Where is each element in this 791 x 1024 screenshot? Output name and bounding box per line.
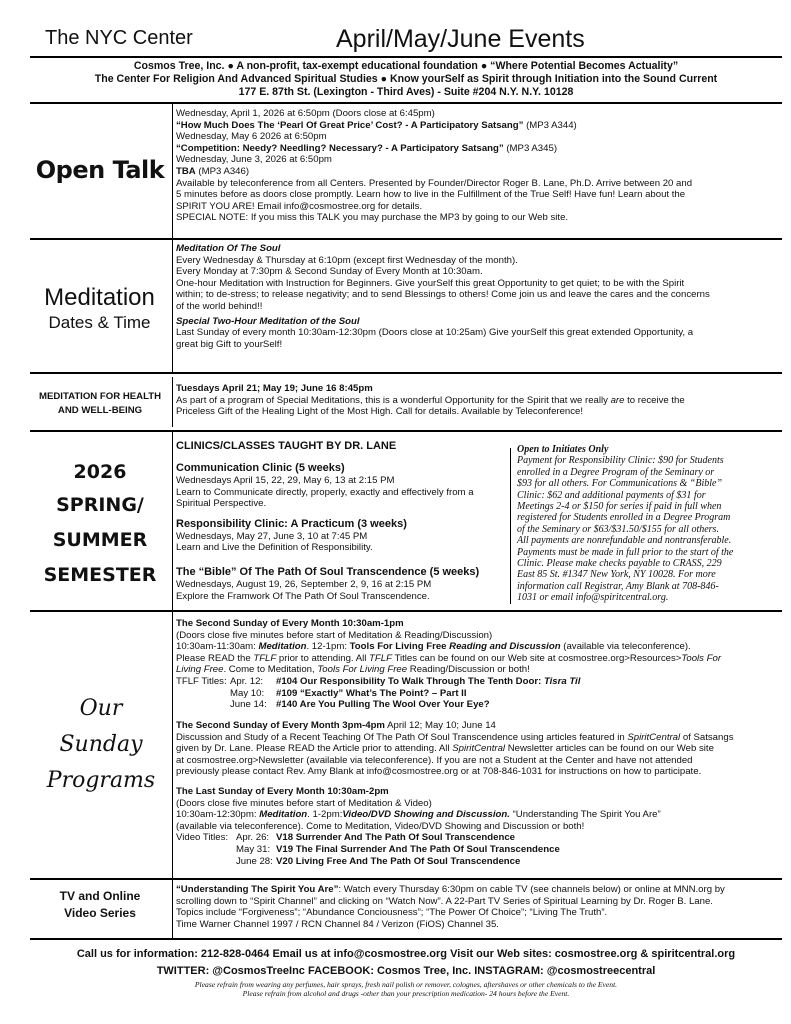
health-text: As part of a program of Special Meditations, this is a wonderful Opportunity for the Spirit that we really — [176, 394, 611, 406]
open-talk-talk-1 — [176, 120, 776, 132]
tv-line: Time Warner Channel 1997 / RCN Channel 84 / Verizon (FiOS) Channel 35. — [176, 918, 499, 930]
tflf-date: Apr. 12: — [230, 675, 264, 687]
program-c-line: (available via teleconference). Come to Meditation, Video/DVD Showing and Discussion or both! — [176, 820, 585, 832]
semester-spring: SPRING/ — [56, 494, 144, 516]
program-c-line — [176, 809, 776, 821]
clinic-2-dates: Wednesdays, May 27, June 3, 10 at 7:45 PM — [176, 530, 368, 542]
tflf-title: #109 “Exactly” What’s The Point? – Part II — [276, 687, 467, 699]
open-talk-body — [176, 108, 776, 224]
sunday-title-3: Programs — [46, 768, 156, 793]
t: Meditation — [259, 809, 308, 821]
disclaimer-2: Please refrain from alcohol and drugs -other than your prescription medication- 24 hours before the Event. — [242, 989, 570, 998]
program-c-line: (Doors close five minutes before start of Meditation & Video) — [176, 797, 432, 809]
sunday-title-1: Our — [79, 696, 123, 721]
program-a-line — [176, 653, 776, 665]
tagline-2: The Center For Religion And Advanced Spiritual Studies ● Know yourSelf as Spirit through Initiation into the Sound Current — [94, 73, 718, 85]
video-date: May 31: — [236, 843, 271, 855]
tflf-title-row — [176, 676, 776, 688]
meditation-line: Every Monday at 7:30pm & Second Sunday of Every Month at 10:30am. — [176, 266, 483, 278]
notes-line: $93 for all others. For Communications & “Bible” — [517, 478, 723, 490]
t: Tools For — [681, 652, 722, 664]
center-title: The NYC Center — [45, 27, 193, 49]
program-a-heading: The Second Sunday of Every Month 10:30am-1pm — [176, 618, 404, 629]
sunday-program-c — [176, 786, 776, 867]
open-talk-talk-2 — [176, 143, 776, 155]
meditation-body — [176, 243, 776, 350]
notes-line: East 85 St. #1347 New York, NY 10028. For more — [517, 569, 716, 581]
t: “Understanding The Spirit You Are” — [509, 809, 661, 821]
notes-line: registered for Students enrolled in a Degree Program — [517, 512, 731, 524]
open-talk-talk-3 — [176, 166, 776, 178]
t: . 12-1pm: — [306, 641, 350, 653]
tv-line: Topics include “Forgiveness”; “Abundance Conciousness”; “The Power Of Choice”; “Living The Truth”. — [176, 907, 608, 919]
notes-line: enrolled in a Degree Program of the Seminary or — [517, 466, 715, 478]
tflf-title: #104 Our Responsibility To Walk Through The Tenth Door: — [276, 675, 544, 687]
video-title: V18 Surrender And The Path Of Soul Transcendence — [276, 832, 516, 844]
t: prior to attending. All — [276, 652, 370, 664]
section-divider — [30, 102, 782, 104]
tflf-title: Tisra Til — [543, 675, 581, 687]
video-title: V20 Living Free And The Path Of Soul Transcendence — [276, 855, 521, 867]
clinic-2-title: Responsibility Clinic: A Practicum (3 weeks) — [176, 517, 407, 530]
clinics-heading: CLINICS/CLASSES TAUGHT BY DR. LANE — [176, 440, 397, 452]
t: Newsletter articles can be found on our Web site — [505, 743, 714, 755]
tflf-date: June 14: — [230, 699, 267, 711]
tv-body — [176, 884, 776, 930]
video-date: Apr. 26: — [236, 832, 270, 844]
header-divider — [30, 56, 782, 58]
open-talk-date-2: Wednesday, May 6 2026 at 6:50pm — [176, 131, 327, 143]
tflf-title: #140 Are You Pulling The Wool Over Your Eye? — [276, 699, 490, 711]
clinic-1-title: Communication Clinic (5 weeks) — [176, 462, 345, 474]
t: SpiritCentral — [452, 743, 506, 755]
program-a-line — [176, 664, 776, 676]
social-line: TWITTER: @CosmosTreeInc FACEBOOK: Cosmos Tree, Inc. INSTAGRAM: @cosmostreecentral — [156, 965, 656, 977]
t: Living Free — [176, 664, 224, 676]
notes-line: Payments must be made in full prior to the start of the — [517, 546, 734, 558]
tflf-title-row — [176, 699, 776, 711]
program-b-line — [176, 743, 776, 755]
section-divider — [30, 372, 782, 374]
t: Tools For Living Free — [317, 664, 408, 676]
program-b-line — [176, 732, 776, 744]
clinic-1-dates: Wednesdays April 15, 22, 29, May 6, 13 at 2:15 PM — [176, 475, 395, 486]
tagline-1: Cosmos Tree, Inc. ● A non-profit, tax-exempt educational foundation ● “Where Potential Becomes Actuality” — [133, 60, 679, 72]
health-title-2: AND WELL-BEING — [57, 405, 143, 416]
t: Reading and Discussion — [449, 641, 561, 653]
health-text-emph: are — [610, 394, 625, 406]
meditation-line: within; to de-stress; to release negativity; and to send Blessings to others! Come join us and leave the cares and the concerns — [176, 289, 710, 301]
open-talk-desc-2: 5 minutes before as doors close promptly. Learn how to live in the Fulfillment of the True Self! Have fun! Learn about the — [176, 189, 686, 201]
t: Discussion and Study of a Recent Teaching Of The Path Of Soul Transcendence using articles featured in — [176, 731, 628, 743]
program-b-line: previously please contact Rev. Amy Blank at info@cosmostree.org or at 708-846-1031 for instructions on how to participate. — [176, 766, 702, 778]
tv-title-2: Video Series — [64, 906, 136, 920]
t: of Satsangs — [680, 731, 734, 743]
section-divider — [30, 938, 782, 940]
t: . Come to Meditation, — [223, 664, 318, 676]
clinic-1-desc: Learn to Communicate directly, properly, exactly and effectively from a — [176, 486, 474, 498]
clinic-2-desc: Learn and Live the Definition of Responsibility. — [176, 542, 373, 554]
meditation-heading: Meditation Of The Soul — [176, 243, 281, 254]
clinic-3-title: The “Bible” Of The Path Of Soul Transcendence (5 weeks) — [176, 565, 480, 578]
t: TFLF — [253, 652, 277, 664]
t: The Second Sunday of Every Month 3pm-4pm — [176, 720, 385, 731]
section-divider — [30, 610, 782, 612]
meditation-subtitle: Dates & Time — [48, 313, 151, 332]
notes-line: of the Seminary or $63/$31.50/$155 for all others. — [517, 523, 719, 535]
t: April 12; May 10; June 14 — [384, 720, 496, 731]
health-body — [176, 383, 776, 418]
notes-line: Clinic. Please make checks payable to CRASS, 229 — [517, 558, 722, 570]
semester-label: SEMESTER — [43, 564, 157, 586]
section-divider — [30, 430, 782, 432]
t: TFLF — [369, 652, 392, 664]
meditation-line: of the world behind!! — [176, 300, 263, 312]
section-divider — [30, 238, 782, 240]
t: Please READ the — [176, 652, 254, 664]
open-talk-date-1: Wednesday, April 1, 2026 at 6:50pm (Doors close at 6:45pm) — [176, 108, 435, 119]
talk-3-title: TBA — [176, 165, 196, 177]
t: 10:30am-12:30pm: — [176, 809, 260, 821]
contact-line: Call us for information: 212-828-0464 Email us at info@cosmostree.org Visit our Web sites: cosmostree.org & spiritcentral.org — [76, 948, 736, 960]
video-title-row — [176, 832, 776, 844]
t: Meditation — [258, 641, 307, 653]
video-title: V19 The Final Surrender And The Path Of Soul Transcendence — [276, 843, 560, 855]
column-divider — [172, 377, 173, 427]
program-a-line: (Doors close five minutes before start of Meditation & Reading/Discussion) — [176, 629, 493, 641]
meditation-line: great big Gift to yourSelf! — [176, 338, 283, 350]
sunday-title-2: Sunday — [59, 732, 143, 757]
notes-line: information call Registrar, Amy Blank at 708-846- — [517, 580, 719, 592]
health-text: to receive the — [624, 394, 685, 406]
open-talk-date-3: Wednesday, June 3, 2026 at 6:50pm — [176, 154, 332, 166]
t: given by Dr. Lane. Please READ the Article prior to attending. All — [176, 743, 453, 755]
tflf-label: TFLF Titles: — [176, 675, 227, 687]
meditation-line: Every Wednesday & Thursday at 6:10pm (except first Wednesday of the month). — [176, 254, 518, 266]
notes-line: Clinic: $62 and additional payments of $31 for — [517, 489, 706, 501]
tv-line — [176, 884, 776, 896]
notes-line: Payment for Responsibility Clinic: $90 for Students — [517, 455, 724, 467]
open-talk-desc-1: Available by teleconference from all Centers. Presented by Founder/Director Roger B. Lane, Ph.D. Arrive between 20 and — [176, 177, 693, 189]
video-title-row — [176, 844, 776, 856]
column-divider — [172, 104, 173, 238]
column-divider — [172, 880, 173, 938]
clinics-list — [176, 439, 506, 602]
tv-line: scrolling down to “Spirit Channel” and clicking on “Watch Now”. A 22-Part TV Series of Spiritual Learning by Dr. Roger B. Lane. — [176, 895, 713, 907]
notes-divider — [510, 448, 511, 604]
open-talk-desc-3: SPIRIT YOU ARE! Email info@cosmostree.org for details. — [176, 200, 423, 212]
health-line — [176, 395, 776, 407]
events-title: April/May/June Events — [336, 25, 585, 53]
meditation-line: One-hour Meditation with Instruction for Beginners. Give yourSelf this great Opportunity to get quiet; to be with the Spirit — [176, 277, 685, 289]
address: 177 E. 87th St. (Lexington - Third Aves) - Suite #204 N.Y. N.Y. 10128 — [238, 86, 574, 98]
disclaimer-1: Please refrain from wearing any perfumes, hair sprays, fresh nail polish or remover, colognes, aftershaves or other chemicals to the Event. — [194, 980, 618, 989]
t: 10:30am-11:30am: — [176, 641, 259, 653]
clinic-1-desc: Spiritual Perspective. — [176, 498, 267, 510]
tv-title-1: TV and Online — [59, 889, 141, 903]
talk-2-mp3: (MP3 A345) — [503, 142, 558, 154]
t: Video/DVD Showing and Discussion. — [342, 809, 510, 821]
meditation-title: Meditation — [44, 284, 155, 311]
notes-line: 1031 or email info@spiritcentral.org. — [517, 592, 669, 604]
t: Reading/Discussion or both! — [407, 664, 530, 676]
t: Titles can be found on our Web site at cosmostree.org>Resources> — [391, 652, 682, 664]
t: : Watch every Thursday 6:30pm on cable TV (see channels below) or online at MNN.org by — [338, 884, 725, 895]
program-b-line: at cosmostree.org>Newsletter (available via teleconference). If you are not a Student at the Center and have not attended — [176, 754, 693, 766]
talk-2-title: “Competition: Needy? Needling? Necessary? - A Participatory Satsang” — [176, 142, 504, 154]
notes-heading: Open to Initiates Only — [517, 444, 609, 455]
payment-notes — [517, 444, 782, 604]
open-talk-title: Open Talk — [35, 156, 165, 184]
t: “Understanding The Spirit You Are” — [176, 884, 339, 895]
talk-1-title: “How Much Does The ‘Pearl Of Great Price’ Cost? - A Participatory Satsang” — [176, 119, 524, 131]
program-a-line — [176, 641, 776, 653]
health-line: Priceless Gift of the Healing Light of the Most High. Call for details. Available by Teleconference! — [176, 406, 584, 418]
column-divider — [172, 432, 173, 610]
semester-summer: SUMMER — [52, 529, 148, 551]
video-date: June 28: — [236, 855, 273, 867]
special-meditation-heading: Special Two-Hour Meditation of the Soul — [176, 315, 360, 327]
t: (available via teleconference). — [560, 641, 691, 653]
health-title-1: MEDITATION FOR HEALTH — [38, 391, 162, 402]
clinic-3-dates: Wednesdays, August 19, 26, September 2, 9, 16 at 2:15 PM — [176, 578, 432, 590]
sunday-program-b — [176, 720, 776, 778]
section-divider — [30, 878, 782, 880]
program-c-heading: The Last Sunday of Every Month 10:30am-2pm — [176, 786, 389, 797]
notes-line: Meetings 2-4 or $150 for series if paid in full when — [517, 501, 722, 513]
tflf-title-row — [176, 688, 776, 700]
tflf-date: May 10: — [230, 687, 265, 699]
open-talk-note: SPECIAL NOTE: If you miss this TALK you may purchase the MP3 by going to our Web site. — [176, 212, 569, 224]
clinic-3-desc: Explore the Framwork Of The Path Of Soul Transcendence. — [176, 590, 430, 602]
t: . 1-2pm: — [307, 809, 343, 821]
video-title-row — [176, 856, 776, 868]
sunday-program-a — [176, 618, 776, 711]
notes-line: All payments are nonrefundable and nontransferable. — [517, 535, 732, 547]
t: SpiritCentral — [627, 731, 681, 743]
talk-3-mp3: (MP3 A346) — [195, 165, 250, 177]
meditation-line: Last Sunday of every month 10:30am-12:30pm (Doors close at 10:25am) Give yourSelf this great extended Opportunity, a — [176, 327, 694, 339]
video-label: Video Titles: — [176, 832, 229, 844]
semester-year: 2026 — [73, 461, 127, 483]
program-b-heading — [176, 720, 776, 732]
talk-1-mp3: (MP3 A344) — [523, 119, 577, 131]
health-schedule: Tuesdays April 21; May 19; June 16 8:45pm — [176, 383, 373, 394]
t: Tools For Living Free — [349, 641, 450, 653]
